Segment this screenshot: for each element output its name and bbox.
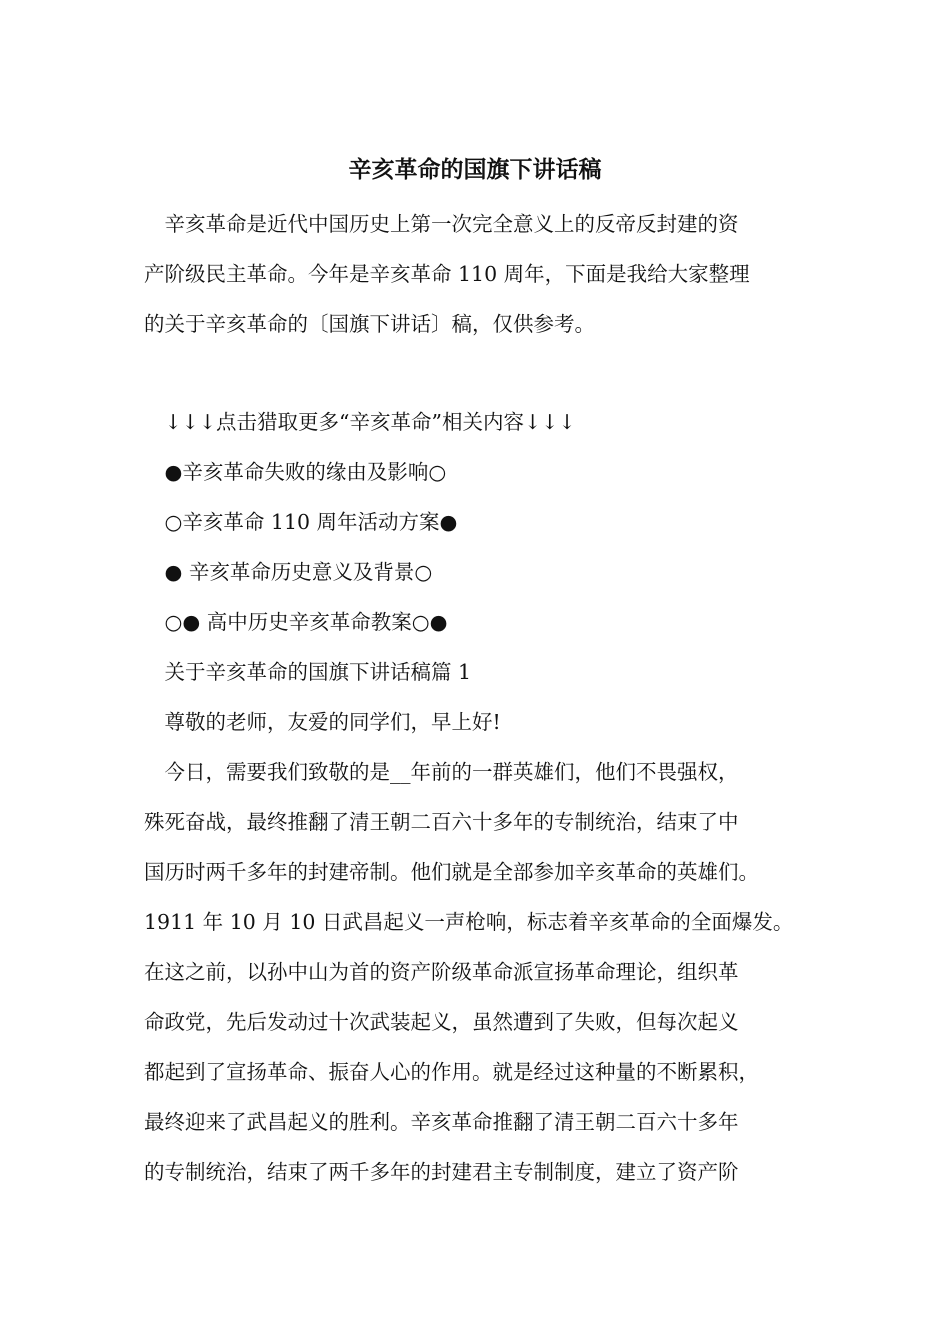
body-line: 国历时两千多年的封建帝制。他们就是全部参加辛亥革命的英雄们。 xyxy=(144,860,759,884)
related-content-header: ↓↓↓点击猎取更多“辛亥革命”相关内容↓↓↓ xyxy=(144,410,576,434)
related-link[interactable]: ●辛亥革命失败的缘由及影响○ xyxy=(144,460,447,484)
intro-line: 的关于辛亥革命的〔国旗下讲话〕稿，仅供参考。 xyxy=(144,312,595,336)
related-link[interactable]: ● 辛亥革命历史意义及背景○ xyxy=(144,560,433,584)
body-line: 1911 年 10 月 10 日武昌起义一声枪响，标志着辛亥革命的全面爆发。 xyxy=(144,910,794,934)
document-title: 辛亥革命的国旗下讲话稿 xyxy=(348,156,602,183)
greeting-line: 尊敬的老师，友爱的同学们，早上好! xyxy=(144,710,501,734)
body-line: 殊死奋战，最终推翻了清王朝二百六十多年的专制统治，结束了中 xyxy=(144,810,739,834)
body-line: 今日，需要我们致敬的是__年前的一群英雄们，他们不畏强权， xyxy=(144,760,739,784)
intro-line: 辛亥革命是近代中国历史上第一次完全意义上的反帝反封建的资 xyxy=(144,212,739,236)
intro-line: 产阶级民主革命。今年是辛亥革命 110 周年，下面是我给大家整理 xyxy=(144,262,750,286)
related-link[interactable]: ○● 高中历史辛亥革命教案○● xyxy=(144,610,448,634)
body-line: 的专制统治，结束了两千多年的封建君主专制制度，建立了资产阶 xyxy=(144,1160,739,1184)
related-link[interactable]: ○辛亥革命 110 周年活动方案● xyxy=(144,510,458,534)
body-line: 在这之前，以孙中山为首的资产阶级革命派宣扬革命理论，组织革 xyxy=(144,960,739,984)
body-line: 最终迎来了武昌起义的胜利。辛亥革命推翻了清王朝二百六十多年 xyxy=(144,1110,739,1134)
body-line: 命政党，先后发动过十次武装起义，虽然遭到了失败，但每次起义 xyxy=(144,1010,739,1034)
body-line: 都起到了宣扬革命、振奋人心的作用。就是经过这种量的不断累积， xyxy=(144,1060,759,1084)
section-heading: 关于辛亥革命的国旗下讲话稿篇 1 xyxy=(144,660,472,684)
